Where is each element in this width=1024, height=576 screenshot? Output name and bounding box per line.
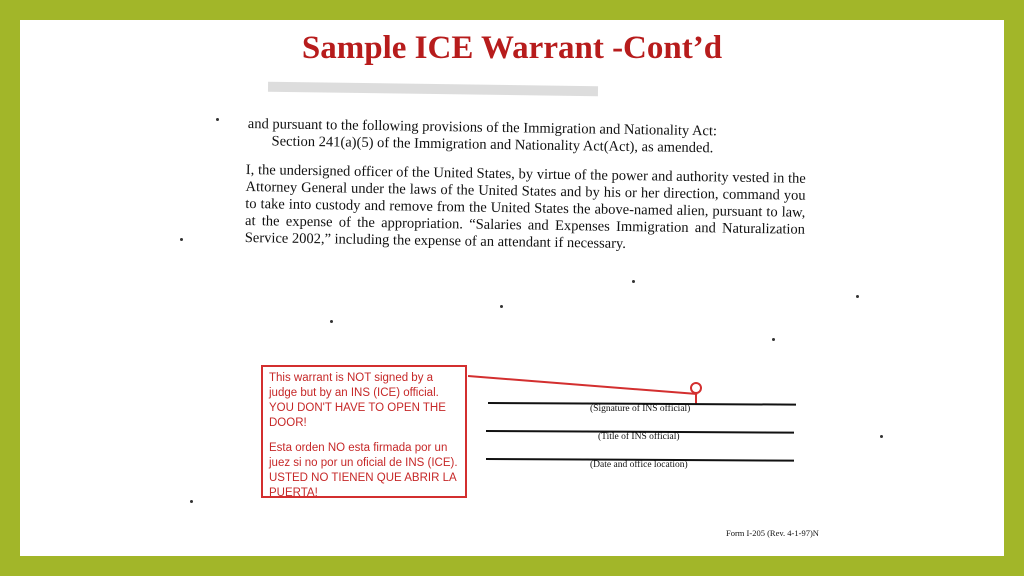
callout-english: This warrant is NOT signed by a judge but by an INS (ICE) official. YOU DON'T HAVE TO OPEN THE DOOR! <box>269 372 446 429</box>
callout-spanish: Esta orden NO esta firmada por un juez si no por un oficial de INS (ICE). USTED NO TIENEN QUE ABRIR LA PUERTA! <box>269 442 458 499</box>
signature-label: (Signature of INS official) <box>590 404 691 414</box>
warning-callout <box>261 365 467 498</box>
slide <box>20 20 1004 556</box>
slide-title: Sample ICE Warrant -Cont’d <box>301 30 723 66</box>
callout-pointer-line <box>468 375 697 395</box>
scan-speck <box>856 295 859 298</box>
scan-speck <box>330 320 333 323</box>
command-paragraph: I, the undersigned officer of the United States, by virtue of the power and authority vested in the Attorney General under the laws of the United States and by his or her direction, command you to take into custody and remove from the United States the above-named alien, pursuant to law, at the expense of the appropriation. “Salaries and Expenses Immigration and Naturalization Service 2002,” including the expense of an attendant if necessary. <box>244 162 806 252</box>
scan-speck <box>180 238 183 241</box>
provisions-line: and pursuant to the following provisions of the Immigration and Nationality Act: <box>247 116 718 140</box>
title-label: (Title of INS official) <box>598 432 680 442</box>
date-label: (Date and office location) <box>590 460 688 470</box>
scan-speck <box>216 118 219 121</box>
scan-speck <box>500 305 503 308</box>
scan-cutoff-line <box>268 82 598 97</box>
form-number: Form I-205 (Rev. 4-1-97)N <box>726 528 819 538</box>
scan-speck <box>880 435 883 438</box>
provisions-text <box>247 116 807 159</box>
section-line: Section 241(a)(5) of the Immigration and Nationality Act(Act), as amended. <box>271 133 714 157</box>
scan-speck <box>632 280 635 283</box>
scan-speck <box>190 500 193 503</box>
scan-speck <box>772 338 775 341</box>
